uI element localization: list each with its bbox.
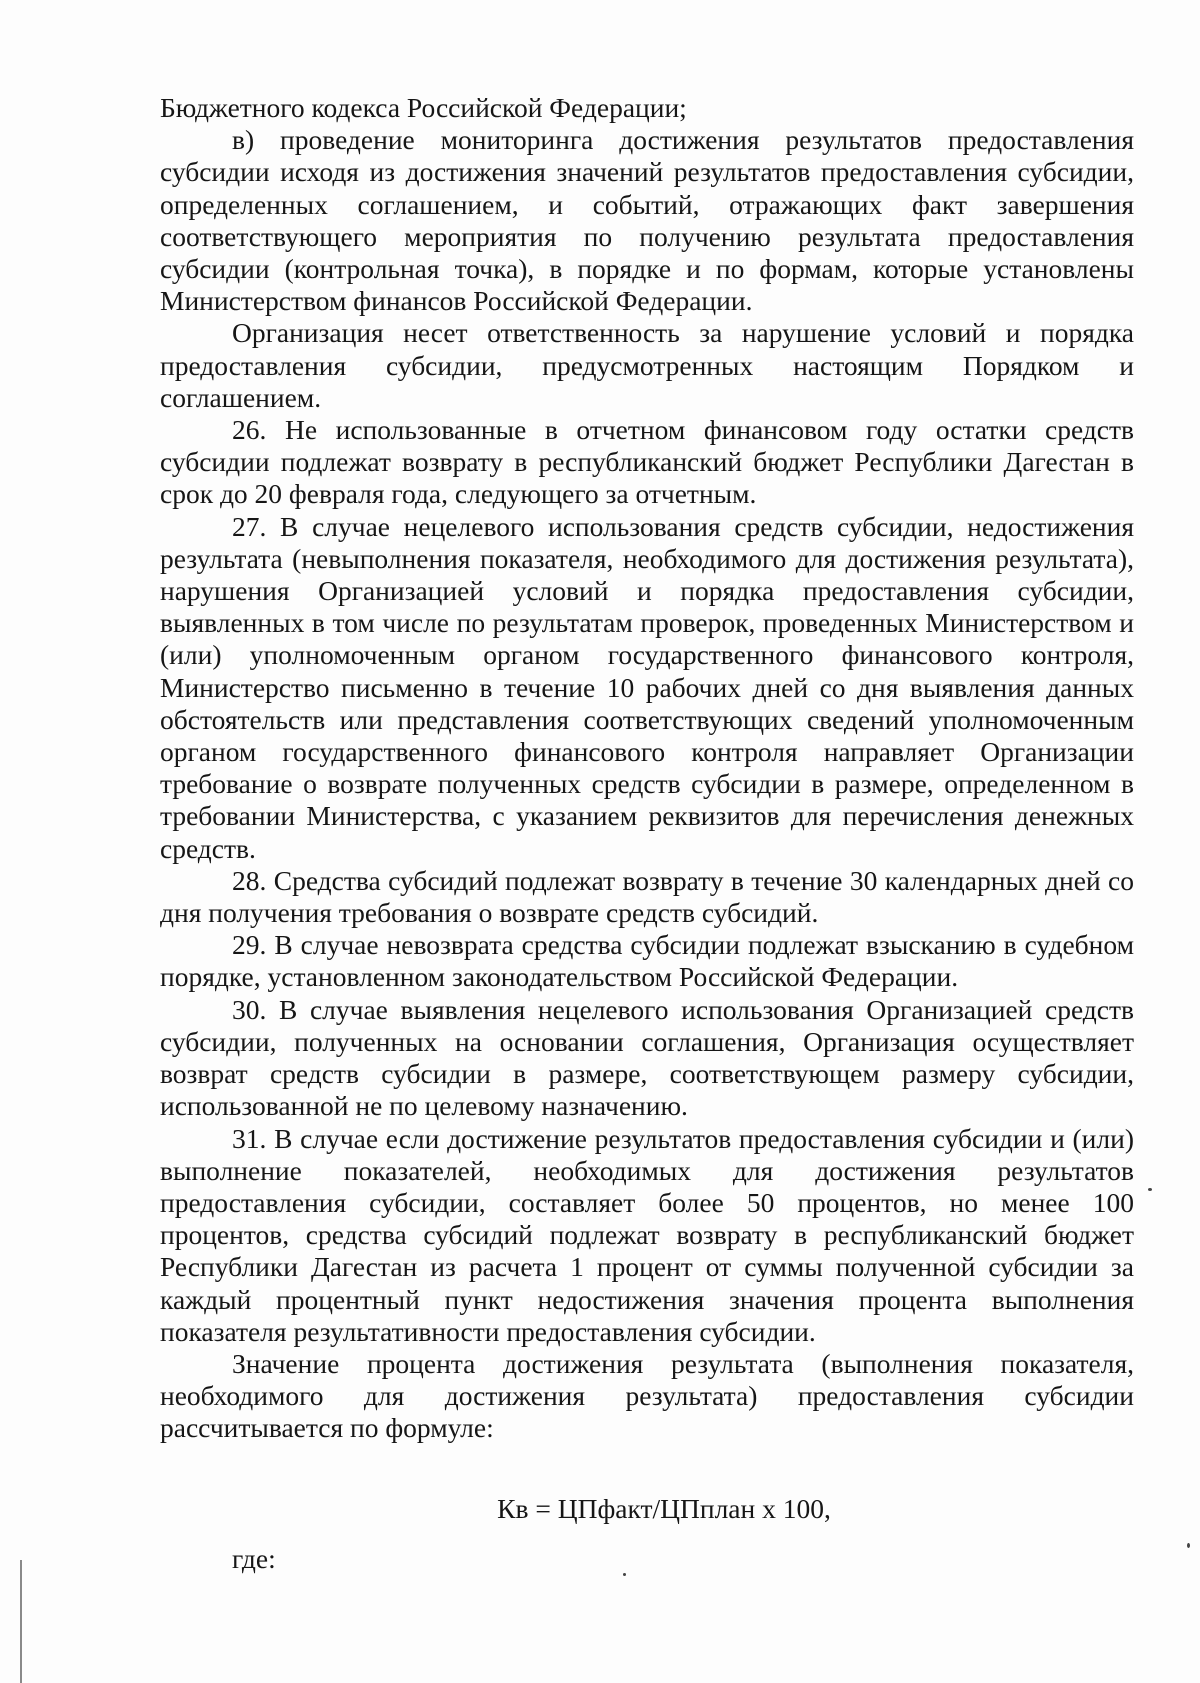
formula: Кв = ЦПфакт/ЦПплан х 100, — [497, 1493, 831, 1524]
document-body — [160, 92, 1134, 1445]
paragraph-28: 28. Средства субсидий подлежат возврату в течение 30 календарных дней со дня получения требования о возврате средств субсидий. — [160, 864, 1134, 929]
paragraph-monitoring: в) проведение мониторинга достижения результатов предоставления субсидии исходя из достижения значений результатов предоставления субсидии, определенных соглашением, и событий, отражающих факт завершения соответствующего мероприятия по получению результата предоставления субсидии (контрольная точка), в порядке и по формам, которые установлены Министерством финансов Российской Федерации. — [160, 124, 1134, 317]
formula-line — [0, 1493, 1200, 1525]
paragraph-29: 29. В случае невозврата средства субсидии подлежат взысканию в судебном порядке, установленном законодательством Российской Федерации. — [160, 929, 1134, 993]
paragraph-31: 31. В случае если достижение результатов предоставления субсидии и (или) выполнение показателей, необходимых для достижения результатов предоставления субсидии, составляет более 50 процентов, но менее 100 процентов, средства субсидий подлежат возврату в республиканский бюджет Республики Дагестан из расчета 1 процент от суммы полученной субсидии за каждый процентный пункт недостижения значения процента выполнения показателя результативности предоставления субсидии. — [160, 1122, 1134, 1347]
paragraph-26: 26. Не использованные в отчетном финансовом году остатки средств субсидии подлежат возврату в республиканский бюджет Республики Дагестан в срок до 20 февраля года, следующего за отчетным. — [160, 414, 1134, 510]
paragraph-30: 30. В случае выявления нецелевого использования Организацией средств субсидии, полученных на основании соглашения, Организация осуществляет возврат средств субсидии в размере, соответствующем размеру субсидии, использованной не по целевому назначению. — [160, 993, 1134, 1122]
paragraph-27: 27. В случае нецелевого использования средств субсидии, недостижения результата (невыполнения показателя, необходимого для достижения результата), нарушения Организацией условий и порядка предоставления субсидии, выявленных в том числе по результатам проверок, проведенных Министерством и (или) уполномоченным органом государственного финансового контроля, Министерство письменно в течение 10 рабочих дней со дня выявления данных обстоятельств или представления соответствующих сведений уполномоченным органом государственного финансового контроля направляет Организации требование о возврате полученных средств субсидии в размере, определенном в требовании Министерства, с указанием реквизитов для перечисления денежных средств. — [160, 510, 1134, 864]
scan-binding-line — [20, 1560, 22, 1683]
paragraph-budget-code-end: Бюджетного кодекса Российской Федерации; — [160, 92, 687, 123]
scan-speck — [623, 1573, 626, 1576]
where-label: где: — [232, 1543, 276, 1574]
paragraph-formula-intro: Значение процента достижения результата (выполнения показателя, необходимого для достижения результата) предоставления субсидии рассчитывается по формуле: — [160, 1347, 1134, 1444]
scan-speck — [1148, 1188, 1152, 1191]
scan-speck — [1187, 1543, 1190, 1548]
paragraph-responsibility: Организация несет ответственность за нарушение условий и порядка предоставления субсидии, предусмотренных настоящим Порядком и соглашением. — [160, 317, 1134, 413]
